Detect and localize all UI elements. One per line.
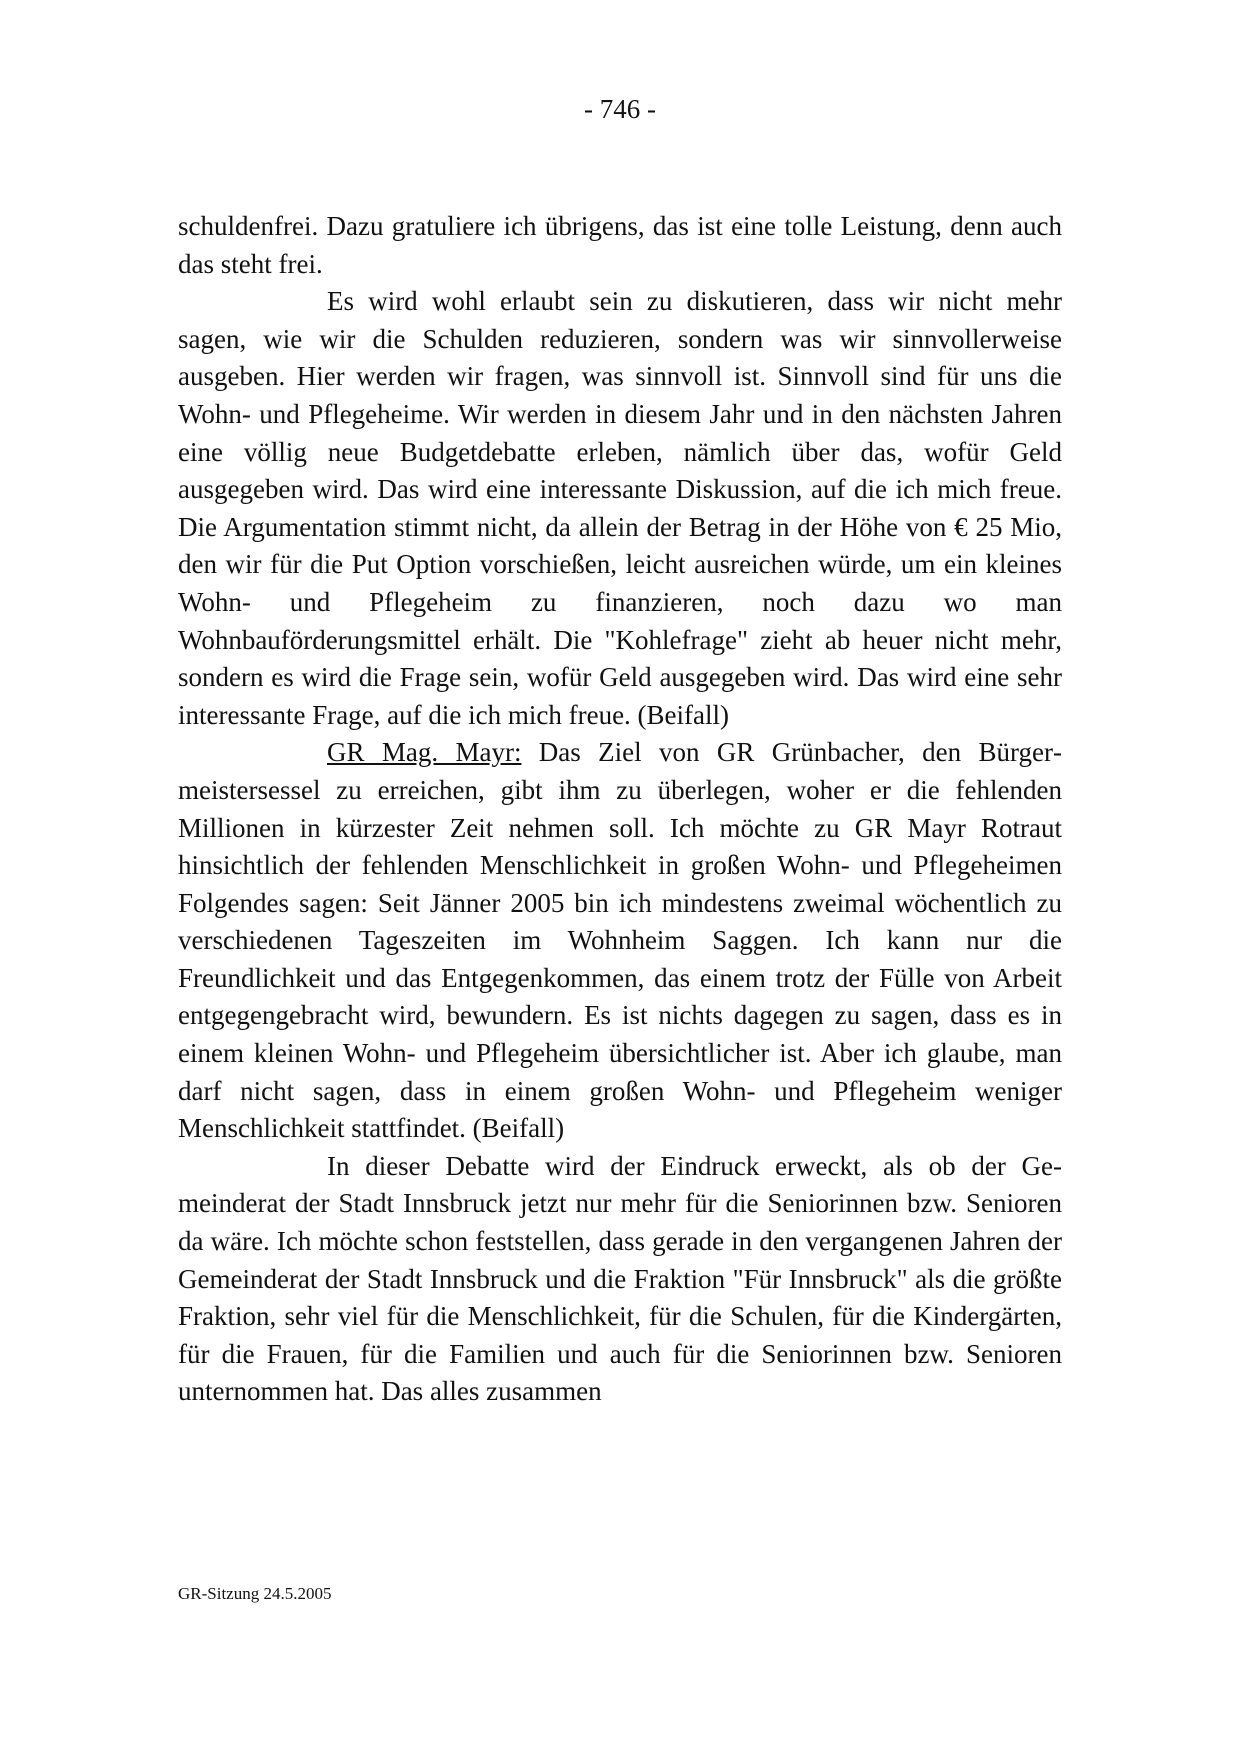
paragraph-3 [178,734,1062,1148]
page-footer: GR-Sitzung 24.5.2005 [178,1584,332,1603]
speaker-name: GR Mag. Mayr: [327,737,522,768]
page-number: - 746 - [584,94,656,124]
paragraph-4: In dieser Debatte wird der Eindruck erweckt, als ob der Gemeinderat der Stadt Innsbruck jetzt nur mehr für die Seniorinnen bzw. Senioren da wäre. Ich möchte schon feststellen, dass gerade in den vergangenen Jahren der Gemeinderat der Stadt Innsbruck und die Fraktion "Für Innsbruck" als die größte Fraktion, sehr viel für die Menschlichkeit, für die Schulen, für die Kindergärten, für die Frauen, für die Familien und auch für die Seniorinnen bzw. Senioren unternommen hat. Das alles zusammen [178,1150,1062,1407]
paragraph-1: schuldenfrei. Dazu gratuliere ich übrigens, das ist eine tolle Leistung, denn auch das steht frei. [178,211,1062,279]
paragraph-2: Es wird wohl erlaubt sein zu diskutieren, dass wir nicht mehr sagen, wie wir die Schulden reduzieren, sondern was wir sinnvollerweise ausgeben. Hier werden wir fragen, was sinnvoll ist. Sinnvoll sind für uns die Wohn- und Pflegeheime. Wir werden in diesem Jahr und in den nächsten Jahren eine völlig neue Budgetdebatte erleben, nämlich über das, wofür Geld ausgegeben wird. Das wird eine interessante Diskussion, auf die ich mich freue. Die Argumentation stimmt nicht, da allein der Betrag in der Höhe von € 25 Mio, den wir für die Put Option vorschießen, leicht ausreichen würde, um ein kleines Wohn- und Pflegeheim zu finanzieren, noch dazu wo man Wohnbauförderungsmittel erhält. Die "Kohlefrage" zieht ab heuer nicht mehr, sondern es wird die Frage sein, wofür Geld ausgegeben wird. Das wird eine sehr interessante Frage, auf die ich mich freue. (Beifall) [178,286,1062,730]
document-body [178,208,1062,1411]
paragraph-3-text: Das Ziel von GR Grünbacher, den Bürgermeistersessel zu erreichen, gibt ihm zu überlegen, woher er die fehlenden Millionen in kürzester Zeit nehmen soll. Ich möchte zu GR Mayr Rotraut hinsichtlich der fehlenden Menschlichkeit in großen Wohn- und Pflegeheimen Folgendes sagen: Seit Jänner 2005 bin ich mindestens zweimal wöchentlich zu verschiedenen Tageszeiten im Wohnheim Saggen. Ich kann nur die Freundlichkeit und das Entgegenkommen, das einem trotz der Fülle von Arbeit entgegengebracht wird, bewundern. Es ist nichts dagegen zu sagen, dass es in einem kleinen Wohn- und Pflegeheim übersichtlicher ist. Aber ich glaube, man darf nicht sagen, dass in einem großen Wohn- und Pflegeheim weniger Menschlichkeit stattfindet. (Beifall) [178,737,1062,1144]
